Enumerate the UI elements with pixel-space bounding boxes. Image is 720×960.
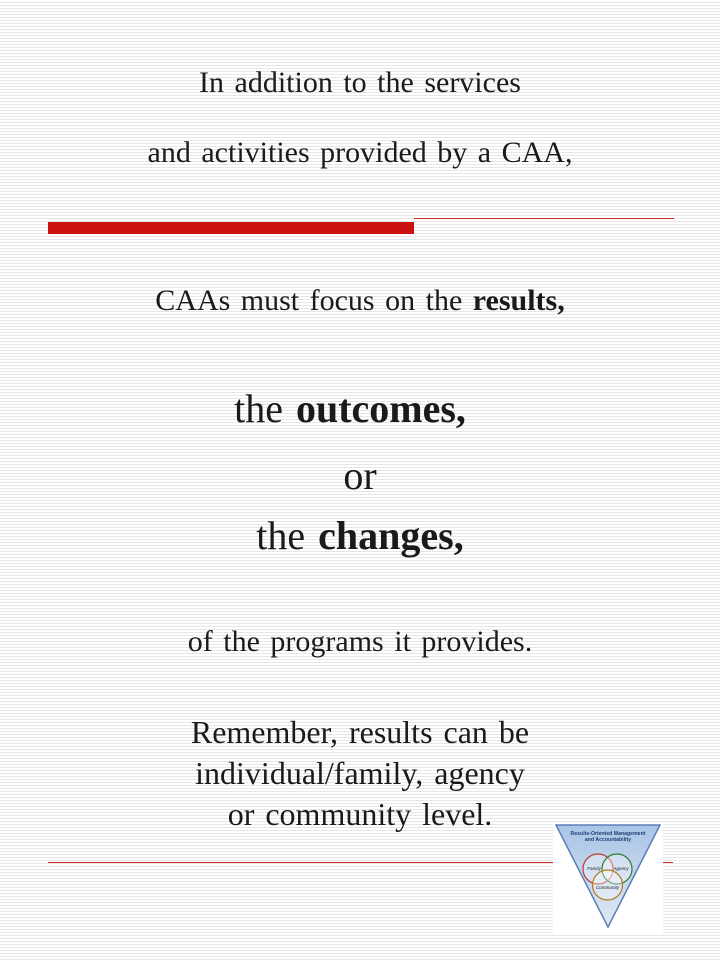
community-label: Community (595, 885, 620, 890)
outcomes-prefix: the (234, 386, 296, 431)
changes-word: changes, (318, 513, 464, 558)
remember-line-3: or community level. (227, 796, 493, 832)
intro-line-2: and activities provided by a CAA, (147, 136, 573, 169)
remember-line-1: Remember, results can be (190, 714, 530, 750)
red-divider-top (414, 218, 674, 219)
focus-line (0, 284, 720, 318)
logo-title-2: and Accountability (584, 837, 632, 843)
focus-prefix: CAAs must focus on the (155, 284, 473, 317)
roma-logo-graphic (553, 823, 663, 933)
changes-prefix: the (256, 513, 319, 558)
outcomes-line (0, 385, 710, 432)
logo-title-1: Results-Oriented Management (570, 831, 646, 837)
remember-line-2: individual/family, agency (195, 755, 525, 791)
outcomes-word: outcomes, (295, 386, 466, 431)
changes-line (0, 512, 720, 559)
focus-results: results, (472, 284, 565, 317)
remember-block (0, 712, 720, 835)
agency-label: Agency (613, 866, 629, 871)
programs-line: of the programs it provides. (187, 625, 533, 658)
family-label: Family (587, 866, 601, 871)
intro-line-1: In addition to the services (199, 66, 521, 99)
red-accent-bar (48, 222, 414, 234)
roma-logo (553, 823, 663, 933)
or-line: or (343, 453, 377, 498)
